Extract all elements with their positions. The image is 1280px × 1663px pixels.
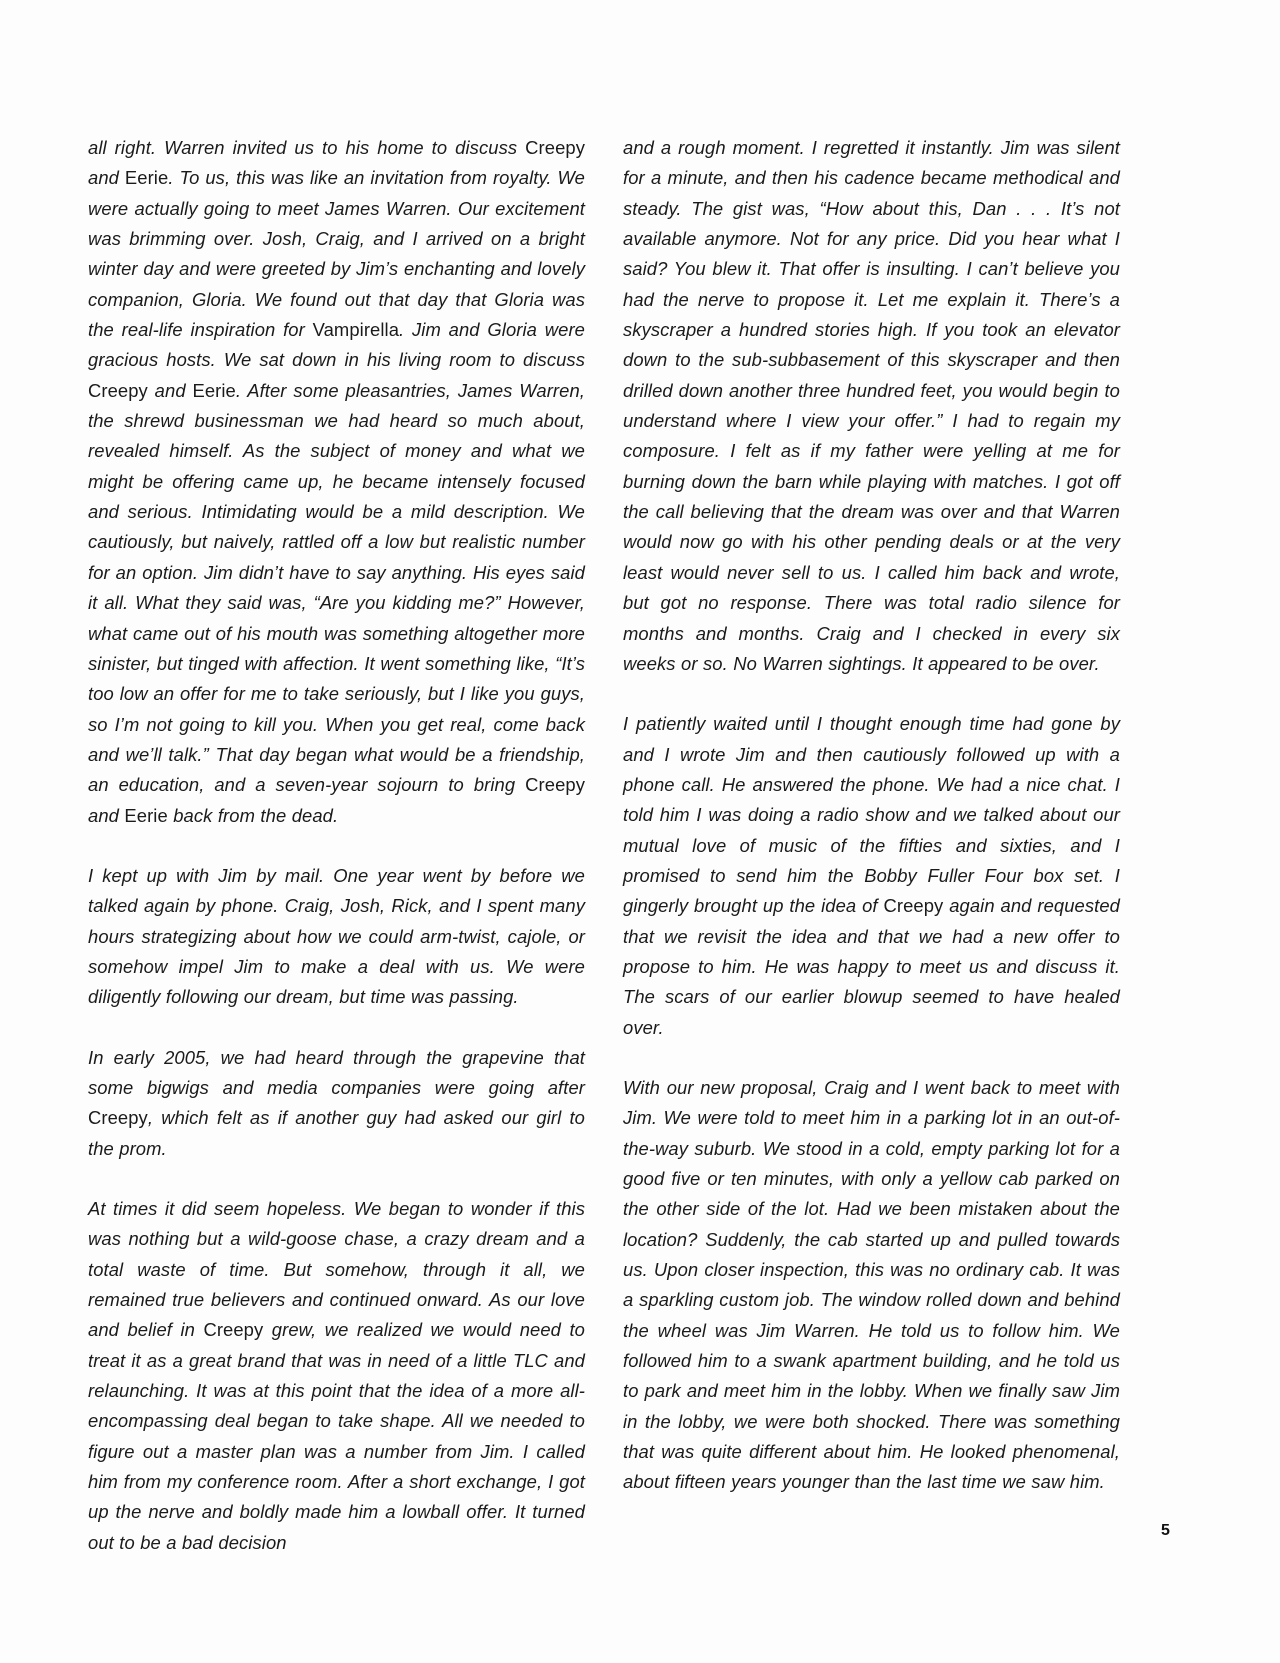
body-text: . After some pleasantries, James Warren, the shrewd businessman we had heard so much about, revealed himself. As the subject of money and what we might be offering came up, he became intensely focused and serious. Intimidating would be a mild description. We cautiously, but naively, rattled off a low but realistic number for an option. Jim didn’t have to say anything. His eyes said it all. What they said was, “Are you kidding me?” However, what came out of his mouth was something altogether more sinister, but tinged with affection. It went something like, “It’s too low an offer for me to take seriously, but I like you guys, so I’m not going to kill you. When you get real, come back and we’ll talk.” That day began what would be a friendship, an education, and a seven-year sojourn to bring [88,379,585,796]
body-text: and [88,804,125,826]
body-text: At times it did seem hopeless. We began to wonder if this was nothing but a wild-goose chase, a crazy dream and a total waste of time. But somehow, through it all, we remained true believers and continued onward. As our love and belief in [88,1198,585,1341]
paragraph [88,1043,585,1164]
body-text: and a rough moment. I regretted it instantly. Jim was silent for a minute, and then his cadence became methodical and steady. The gist was, “How about this, Dan . . . It’s not available anymore. Not for any price. Did you hear what I said? You blew it. That offer is insulting. I can’t believe you had the nerve to propose it. Let me explain it. There’s a skyscraper a hundred stories high. If you took an elevator down to the sub-subbasement of this skyscraper and then drilled down another three hundred feet, you would begin to understand where I view your offer.” I had to regain my composure. I felt as if my father were yelling at me for burning down the barn while playing with matches. I got off the call believing that the dream was over and that Warren would now go with his other pending deals or at the very least would never sell to us. I called him back and wrote, but got no response. There was total radio silence for months and months. Craig and I checked in every six weeks or so. No Warren sightings. It appeared to be over. [623,137,1120,674]
paragraph [623,1073,1120,1498]
body-text: grew, we realized we would need to treat it as a great brand that was in need of a little TLC and relaunching. It was at this point that the idea of a more all-encompassing deal began to take shape. All we needed to figure out a master plan was a number from Jim. I called him from my conference room. After a short exchange, I got up the nerve and boldly made him a lowball offer. It turned out to be a bad decision [88,1319,585,1553]
body-text: , which felt as if another guy had asked our girl to the prom. [88,1107,585,1159]
page-number: 5 [1160,1522,1170,1539]
title-mention: Creepy [883,895,944,917]
paragraph [623,709,1120,1043]
body-text: . To us, this was like an invitation from royalty. We were actually going to meet James Warren. Our excitement was brimming over. Josh, Craig, and I arrived on a bright winter day and were greeted by Jim’s enchanting and lovely companion, Gloria. We found out that day that Gloria was the real-life inspiration for [88,167,585,341]
body-text: In early 2005, we had heard through the grapevine that some bigwigs and media companies were going after [88,1046,585,1098]
text-columns [88,133,1120,1558]
body-text: I patiently waited until I thought enough time had gone by and I wrote Jim and then cautiously followed up with a phone call. He answered the phone. We had a nice chat. I told him I was doing a radio show and we talked about our mutual love of music of the fifties and sixties, and I promised to send him the Bobby Fuller Four box set. I gingerly brought up the idea of [623,713,1120,917]
title-mention: Creepy [525,774,585,796]
body-text: back from the dead. [167,804,339,826]
left-column [88,133,585,1558]
title-mention: Eerie [192,379,236,401]
title-mention: Eerie [124,804,168,826]
title-mention: Creepy [525,137,585,158]
body-text: I kept up with Jim by mail. One year went by before we talked again by phone. Craig, Josh, Rick, and I spent many hours strategizing about how we could arm-twist, cajole, or somehow impel Jim to make a deal with us. We were diligently following our dream, but time was passing. [88,864,585,1008]
title-mention: Creepy [203,1319,264,1341]
title-mention: Eerie [124,167,169,189]
body-text: and [88,167,125,189]
body-text: and [147,379,193,401]
paragraph [88,133,585,831]
paragraph [623,133,1120,679]
body-text: With our new proposal, Craig and I went back to meet with Jim. We were told to meet him in a parking lot in an out-of-the-way suburb. We stood in a cold, empty parking lot for a good five or ten minutes, with only a yellow cab parked on the other side of the lot. Had we been mistaken about the location? Suddenly, the cab started up and pulled towards us. Upon closer inspection, this was no ordinary cab. It was a sparkling custom job. The window rolled down and behind the wheel was Jim Warren. He told us to follow him. We followed him to a swank apartment building, and he told us to park and meet him in the lobby. When we finally saw Jim in the lobby, we were both shocked. There was something that was quite different about him. He looked phenomenal, about fifteen years younger than the last time we saw him. [623,1076,1120,1493]
title-mention: Creepy [88,379,148,401]
title-mention: Vampirella [312,319,400,341]
right-column [623,133,1120,1558]
paragraph [88,861,585,1013]
body-text: all right. Warren invited us to his home to discuss [88,137,526,158]
title-mention: Creepy [88,1107,148,1129]
paragraph [88,1194,585,1558]
body-text: . Jim and Gloria were gracious hosts. We sat down in his living room to discuss [88,319,585,371]
body-text: again and requested that we revisit the idea and that we had a new offer to propose to him. He was happy to meet us and discuss it. The scars of our earlier blowup seemed to have healed over. [623,895,1120,1038]
